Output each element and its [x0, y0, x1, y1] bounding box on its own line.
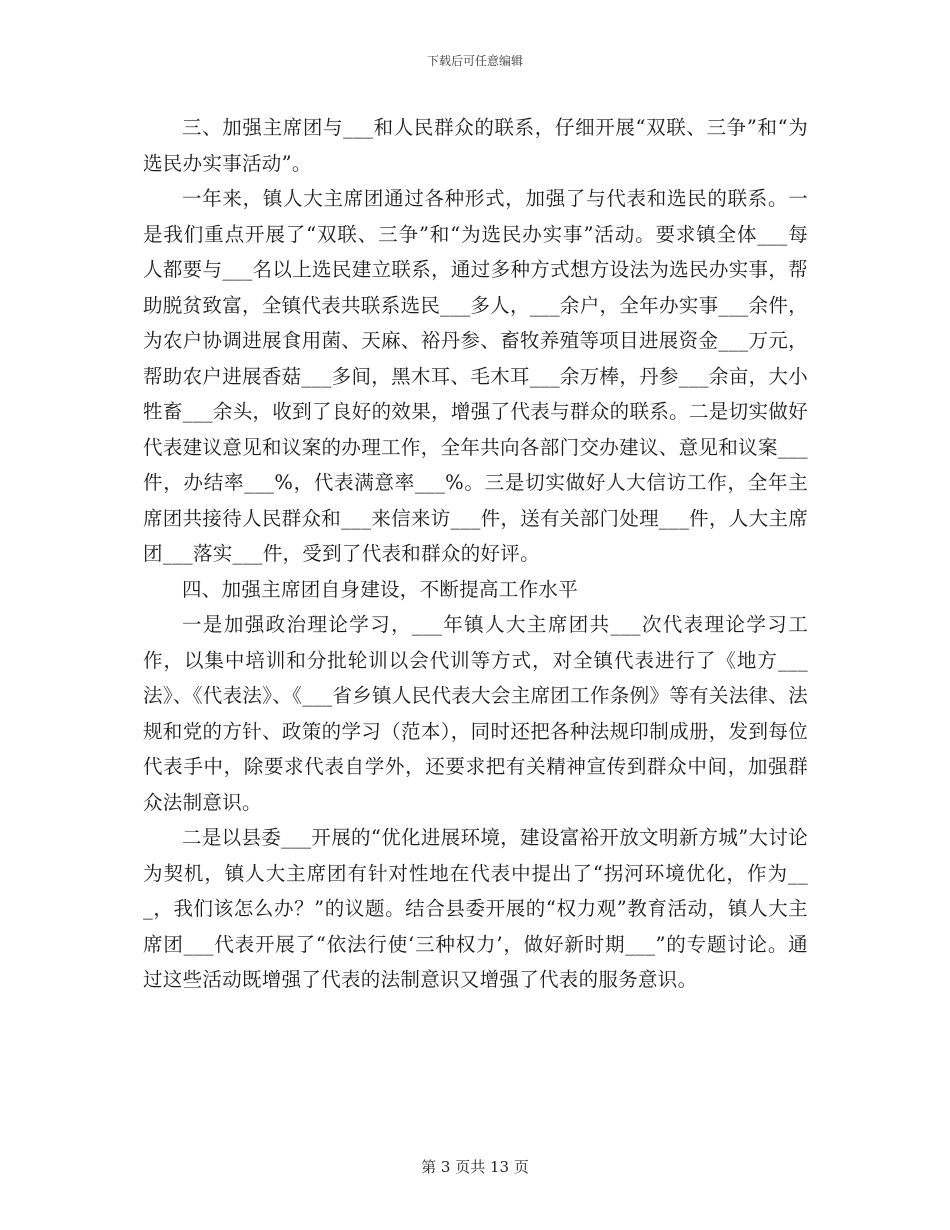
- page-footer: 第 3 页共 13 页: [421, 1158, 529, 1176]
- paragraph-discussion: 二是以县委___开展的“优化进展环境，建设富裕开放文明新方城”大讨论为契机，镇人大主席团有针对性地在代表中提出了“拐河环境优化，作为___，我们该怎么办？”的议题。结合县委开展的“权力观”教育活动，镇人大主席团___代表开展了“依法行使‘三种权力’，做好新时期___”的专题讨论。通过这些活动既增强了代表的法制意识又增强了代表的服务意识。: [143, 826, 808, 991]
- document-body: [143, 110, 808, 998]
- paragraph-theory-study: 一是加强政治理论学习，___年镇人大主席团共___次代表理论学习工作，以集中培训和分批轮训以会代训等方式，对全镇代表进行了《地方___法》、《代表法》、《___省乡镇人民代表大会主席团工作条例》等有关法律、法规和党的方针、政策的学习（范本），同时还把各种法规印制成册，发到每位代表手中，除要求代表自学外，还要求把有关精神宣传到群众中间，加强群众法制意识。: [143, 613, 808, 814]
- section-heading-3: 三、加强主席团与___和人民群众的联系，仔细开展“双联、三争”和“为选民办实事活动”。: [143, 116, 808, 175]
- section-heading-4: 四、加强主席团自身建设，不断提高工作水平: [182, 577, 579, 601]
- page-header: 下载后可任意编辑: [426, 54, 523, 68]
- paragraph-contact-work: 一年来，镇人大主席团通过各种形式，加强了与代表和选民的联系。一是我们重点开展了“双联、三争”和“为选民办实事”活动。要求镇全体___每人都要与___名以上选民建立联系，通过多种方式想方设法为选民办实事，帮助脱贫致富，全镇代表共联系选民___多人，___余户，全年办实事___余件，为农户协调进展食用菌、天麻、裕丹参、畜牧养殖等项目进展资金___万元，帮助农户进展香菇___多间，黑木耳、毛木耳___余万棒，丹参___余亩，大小牲畜___余头，收到了良好的效果，增强了代表与群众的联系。二是切实做好代表建议意见和议案的办理工作，全年共向各部门交办建议、意见和议案___件，办结率___%，代表满意率___%。三是切实做好人大信访工作，全年主席团共接待人民群众和___来信来访___件，送有关部门处理___件，人大主席团___落实___件，受到了代表和群众的好评。: [143, 187, 808, 565]
